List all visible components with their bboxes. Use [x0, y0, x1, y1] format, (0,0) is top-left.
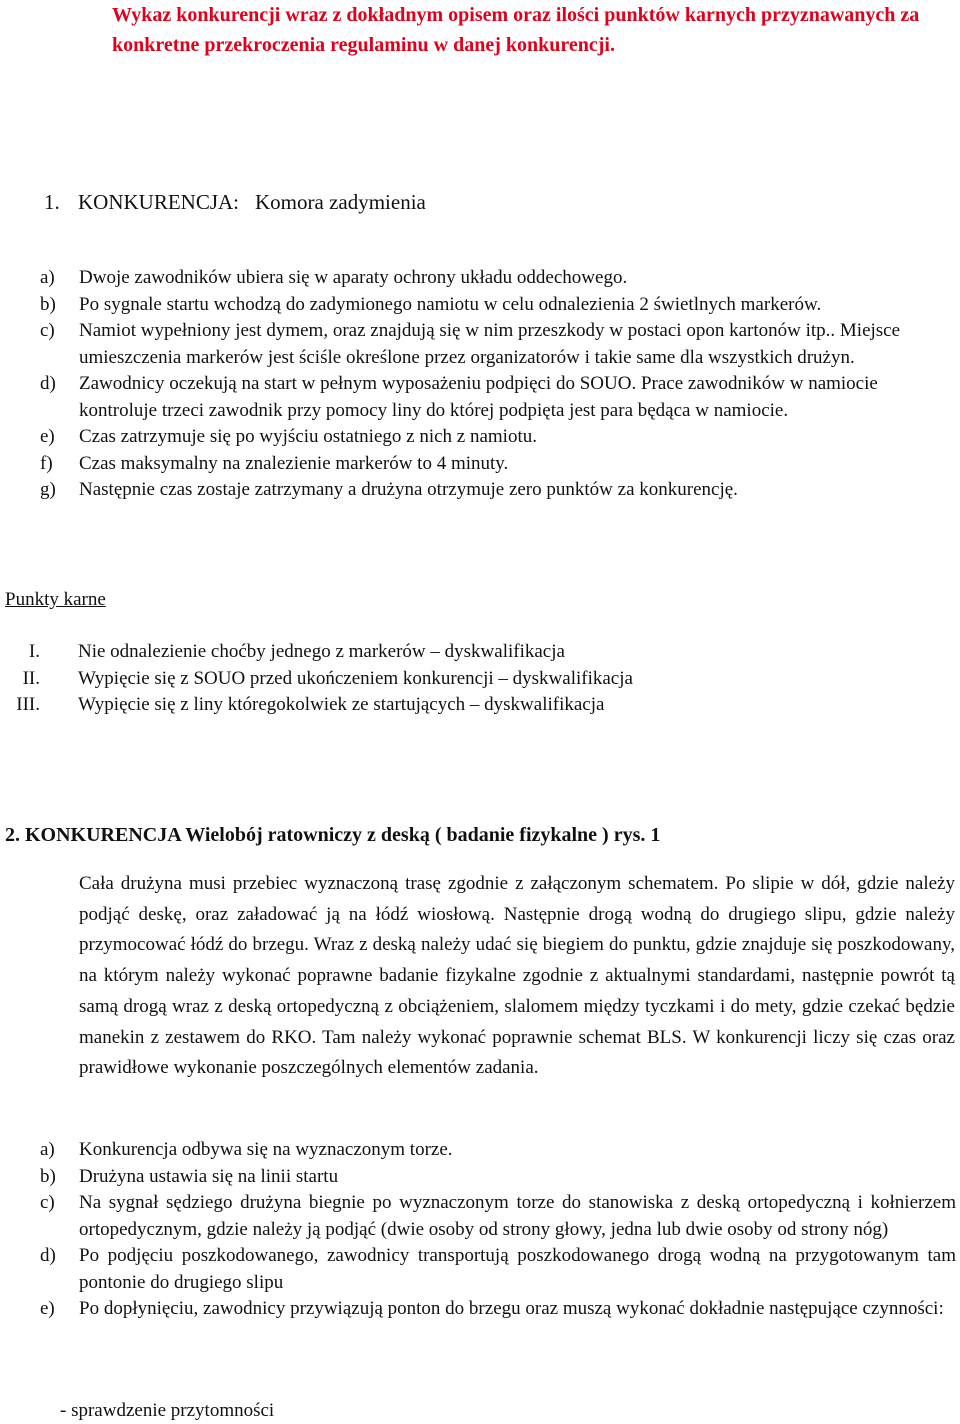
- section-2-list: [40, 1137, 956, 1323]
- section-2-heading: 2. KONKURENCJA Wielobój ratowniczy z deską ( badanie fizykalne ) rys. 1: [5, 824, 661, 846]
- list-item: a) Dwoje zawodników ubiera się w aparaty ochrony układu oddechowego.: [40, 267, 628, 288]
- section-1-number: 1.: [44, 190, 60, 214]
- list-item: II. Wypięcie się z SOUO przed ukończeniem konkurencji – dyskwalifikacja: [22, 667, 633, 689]
- penalties-list: [0, 639, 960, 719]
- penalties-heading: Punkty karne: [5, 589, 106, 610]
- list-item: e) Czas zatrzymuje się po wyjściu ostatniego z nich z namiotu.: [40, 426, 537, 447]
- section-1-list: [40, 265, 960, 504]
- list-item: d) Zawodnicy oczekują na start w pełnym wyposażeniu podpięci do SOUO. Prace zawodników w namiocie kontroluje trzeci zawodnik przy pomocy liny do której podpięta jest para będąca w namiocie.: [40, 373, 878, 421]
- list-item: d) Po podjęciu poszkodowanego, zawodnicy transportują poszkodowanego drogą wodną na przygotowanym tam pontonie do drugiego slipu: [40, 1245, 956, 1293]
- list-item: a) Konkurencja odbywa się na wyznaczonym torze.: [40, 1139, 453, 1160]
- list-item: e) Po dopłynięciu, zawodnicy przywiązują ponton do brzegu oraz muszą wykonać dokładnie następujące czynności:: [40, 1298, 944, 1319]
- document-title: Wykaz konkurencji wraz z dokładnym opisem oraz ilości punktów karnych przyznawanych za konkretne przekroczenia regulaminu w danej konkurencji.: [112, 4, 920, 56]
- list-item: g) Następnie czas zostaje zatrzymany a drużyna otrzymuje zero punktów za konkurencję.: [40, 479, 738, 500]
- list-item: I. Nie odnalezienie choćby jednego z markerów – dyskwalifikacja: [28, 641, 565, 662]
- section-1-heading: [44, 187, 426, 217]
- sub-item: - sprawdzenie przytomności: [60, 1400, 275, 1421]
- list-item: c) Namiot wypełniony jest dymem, oraz znajdują się w nim przeszkody w postaci opon kartonów itp.. Miejsce umieszczenia markerów jest ściśle określone przez organizatorów i takie same dla wszystkich drużyn.: [40, 320, 901, 368]
- section-1-name: Komora zadymienia: [255, 190, 426, 214]
- list-item: f) Czas maksymalny na znalezienie markerów to 4 minuty.: [40, 452, 509, 474]
- section-1-label: KONKURENCJA:: [78, 190, 240, 214]
- list-item: c) Na sygnał sędziego drużyna biegnie po wyznaczonym torze do stanowiska z deską ortopedyczną i kołnierzem ortopedycznym, gdzie należy ją podjąć (dwie osoby od strony głowy, jedna lub dwie osoby od strony nóg): [40, 1192, 956, 1240]
- list-item: b) Po sygnale startu wchodzą do zadymionego namiotu w celu odnalezienia 2 świetlnych markerów.: [40, 293, 822, 315]
- list-item: b) Drużyna ustawia się na linii startu: [40, 1165, 339, 1187]
- section-2-paragraph: Cała drużyna musi przebiec wyznaczoną trasę zgodnie z załączonym schematem. Po slipie w dół, gdzie należy podjąć deskę, oraz załadować ją na łódź wiosłową. Następnie drogą wodną do drugiego slipu, gdzie należy przymocować łódź do brzegu. Wraz z deską należy udać się biegiem do punktu, gdzie znajduje się poszkodowany, na którym należy wykonać poprawne badanie fizykalne zgodnie z aktualnymi standardami, następnie powrót tą samą drogą wraz z deską ortopedyczną z obciążeniem, slalomem między tyczkami i do mety, gdzie czekać będzie manekin z zestawem do RKO. Tam należy wykonać poprawnie schemat BLS. W konkurencji liczy się czas oraz prawidłowe wykonanie poszczególnych elementów zadania.: [79, 873, 955, 1079]
- list-item: III. Wypięcie się z liny któregokolwiek ze startujących – dyskwalifikacja: [16, 694, 605, 715]
